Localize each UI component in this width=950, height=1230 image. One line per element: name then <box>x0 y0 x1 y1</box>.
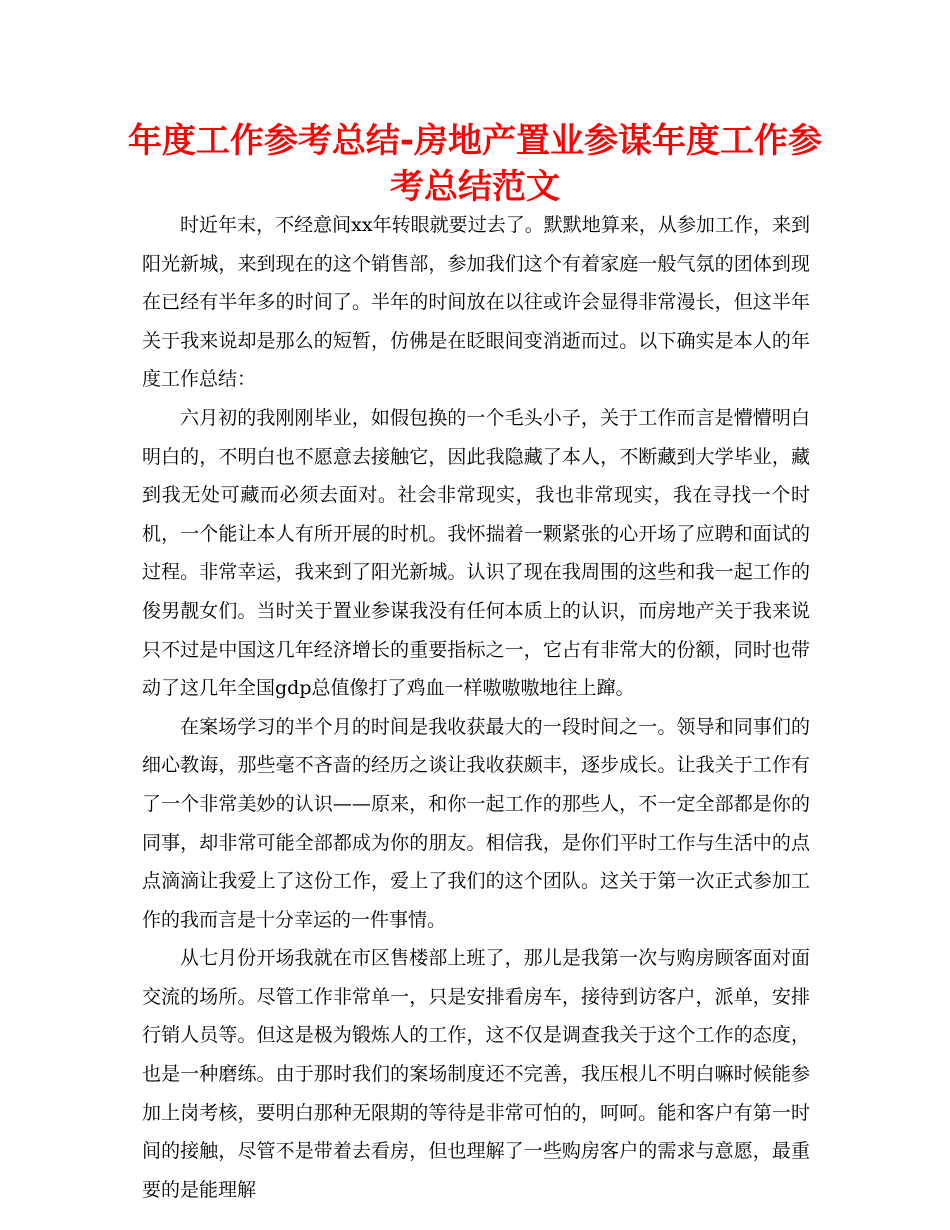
paragraph-4: 从七月份开场我就在市区售楼部上班了，那儿是我第一次与购房顾客面对面交流的场所。尽管工作非常单一，只是安排看房车，接待到访客户，派单，安排行销人员等。但这是极为锻炼人的工作，这不仅是调查我关于这个工作的态度，也是一种磨练。由于那时我们的案场制度还不完善，我压根儿不明白嘛时候能参加上岗考核，要明白那种无限期的等待是非常可怕的，呵呵。能和客户有第一时间的接触，尽管不是带着去看房，但也理解了一些购房客户的需求与意愿，最重要的是能理解 <box>142 947 810 1201</box>
document-title: 年度工作参考总结-房地产置业参谋年度工作参考总结范文 <box>127 121 823 207</box>
paragraph-2: 六月初的我刚刚毕业，如假包换的一个毛头小子，关于工作而言是懵懵明白明白的，不明白也不愿意去接触它，因此我隐藏了本人，不断藏到大学毕业，藏到我无处可藏而必须去面对。社会非常现实，我也非常现实，我在寻找一个时机，一个能让本人有所开展的时机。我怀揣着一颗紧张的心开场了应聘和面试的过程。非常幸运，我来到了阳光新城。认识了现在我周围的这些和我一起工作的俊男靓女们。当时关于置业参谋我没有任何本质上的认识，而房地产关于我来说只不过是中国这几年经济增长的重要指标之一，它占有非常大的份额，同时也带动了这几年全国gdp总值像打了鸡血一样嗷嗷嗷地往上蹿。 <box>142 406 810 700</box>
document-body <box>142 206 810 1209</box>
paragraph-3: 在案场学习的半个月的时间是我收获最大的一段时间之一。领导和同事们的细心教诲，那些毫不吝啬的经历之谈让我收获颇丰，逐步成长。让我关于工作有了一个非常美妙的认识——原来，和你一起工作的那些人，不一定全部都是你的同事，却非常可能全部都成为你的朋友。相信我，是你们平时工作与生活中的点点滴滴让我爱上了这份工作，爱上了我们的这个团队。这关于第一次正式参加工作的我而言是十分幸运的一件事情。 <box>142 715 810 931</box>
paragraph-1: 时近年末，不经意间xx年转眼就要过去了。默默地算来，从参加工作，来到阳光新城，来到现在的这个销售部，参加我们这个有着家庭一般气氛的团体到现在已经有半年多的时间了。半年的时间放在以往或许会显得非常漫长，但这半年关于我来说却是那么的短暂，仿佛是在眨眼间变消逝而过。以下确实是本人的年度工作总结： <box>142 214 810 391</box>
